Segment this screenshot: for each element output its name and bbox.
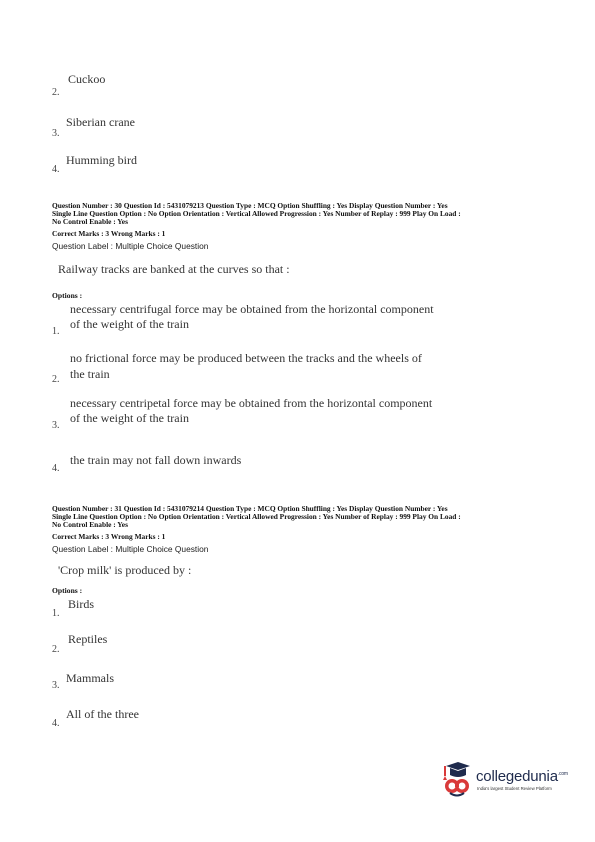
question-label: Question Label : Multiple Choice Question <box>52 544 209 554</box>
question-meta-line: Single Line Question Option : No Option Orientation : Vertical Allowed Progression : Yes Number of Replay : 999 Play On Load : <box>52 512 461 521</box>
option-number: 2. <box>52 374 60 385</box>
logo-name: collegedunia <box>476 768 558 785</box>
option-text: Siberian crane <box>66 115 135 129</box>
option-number: 3. <box>52 420 60 431</box>
option-text-line: the train <box>70 367 110 381</box>
option-text-line: no frictional force may be produced between the tracks and the wheels of <box>70 351 422 365</box>
option-text: Humming bird <box>66 153 137 167</box>
option-number: 2. <box>52 87 60 98</box>
question-marks: Correct Marks : 3 Wrong Marks : 1 <box>52 229 166 238</box>
question-meta-line: Question Number : 31 Question Id : 5431079214 Question Type : MCQ Option Shuffling : Yes Display Question Number : Yes <box>52 504 448 513</box>
question-meta-line: No Control Enable : Yes <box>52 520 128 529</box>
option-text-line: necessary centripetal force may be obtained from the horizontal component <box>70 396 433 410</box>
option-text: Mammals <box>66 671 114 685</box>
option-number: 3. <box>52 680 60 691</box>
option-text-line: necessary centrifugal force may be obtained from the horizontal component <box>70 302 434 316</box>
logo-wordmark <box>476 768 568 785</box>
option-number: 1. <box>52 326 60 337</box>
option-number: 4. <box>52 164 60 175</box>
logo-tld: .com <box>557 771 568 777</box>
options-heading: Options : <box>52 586 83 595</box>
option-number: 2. <box>52 644 60 655</box>
option-text: Reptiles <box>68 632 108 646</box>
option-number: 4. <box>52 463 60 474</box>
question-meta-line: Single Line Question Option : No Option Orientation : Vertical Allowed Progression : Yes Number of Replay : 999 Play On Load : <box>52 209 461 218</box>
question-meta-line: Question Number : 30 Question Id : 5431079213 Question Type : MCQ Option Shuffling : Yes Display Question Number : Yes <box>52 201 448 210</box>
question-text: Railway tracks are banked at the curves so that : <box>58 262 290 276</box>
question-meta-line: No Control Enable : Yes <box>52 217 128 226</box>
options-heading: Options : <box>52 291 83 300</box>
graduation-cap-icon <box>440 762 474 798</box>
option-number: 1. <box>52 608 60 619</box>
collegedunia-logo <box>440 762 580 802</box>
option-text: Cuckoo <box>68 72 106 86</box>
question-label: Question Label : Multiple Choice Question <box>52 241 209 251</box>
option-text-line: of the weight of the train <box>70 317 189 331</box>
question-marks: Correct Marks : 3 Wrong Marks : 1 <box>52 532 166 541</box>
option-text-line: the train may not fall down inwards <box>70 453 242 467</box>
option-text: All of the three <box>66 707 139 721</box>
option-number: 4. <box>52 718 60 729</box>
option-number: 3. <box>52 128 60 139</box>
logo-tagline: India's largest Student Review Platform <box>477 786 552 791</box>
option-text: Birds <box>68 597 95 611</box>
option-text-line: of the weight of the train <box>70 411 189 425</box>
question-text: 'Crop milk' is produced by : <box>58 563 192 577</box>
